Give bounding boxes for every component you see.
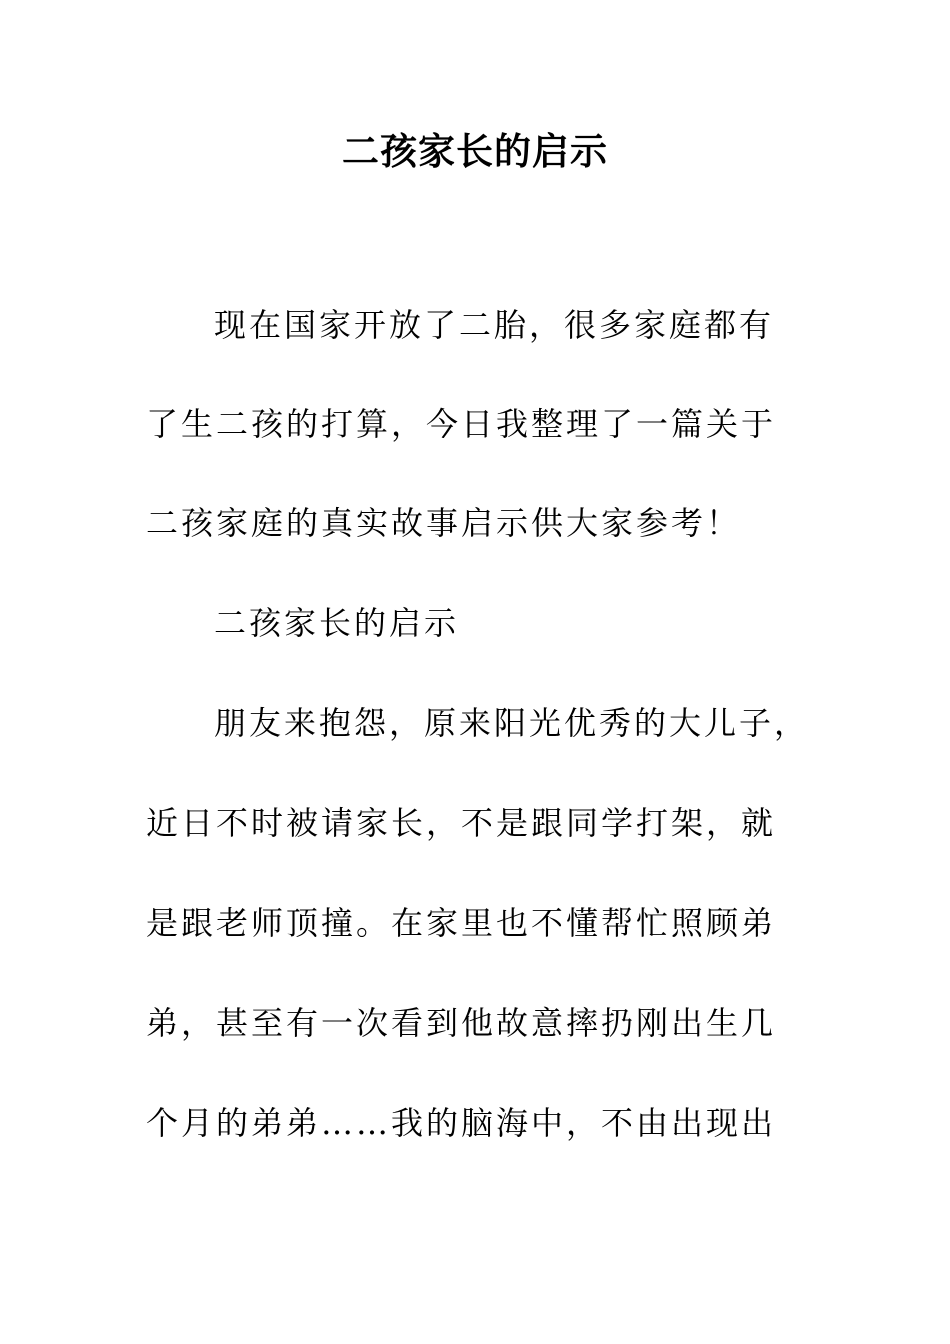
document-title: 二孩家长的启示 [342, 130, 608, 173]
paragraph-line: 是跟老师顶撞。在家里也不懂帮忙照顾弟 [146, 904, 777, 942]
paragraph-line: 个月的弟弟……我的脑海中，不由出现出 [146, 1104, 777, 1142]
paragraph-line: 朋友来抱怨，原来阳光优秀的大儿子， [214, 704, 810, 742]
paragraph-line: 近日不时被请家长，不是跟同学打架，就 [146, 804, 777, 842]
paragraph-line: 二孩家庭的真实故事启示供大家参考！ [146, 504, 742, 542]
paragraph-line: 弟，甚至有一次看到他故意摔扔刚出生几 [146, 1004, 777, 1042]
section-heading: 二孩家长的启示 [214, 604, 460, 642]
paragraph-line: 现在国家开放了二胎，很多家庭都有 [214, 306, 775, 344]
paragraph-line: 了生二孩的打算，今日我整理了一篇关于 [146, 405, 777, 443]
